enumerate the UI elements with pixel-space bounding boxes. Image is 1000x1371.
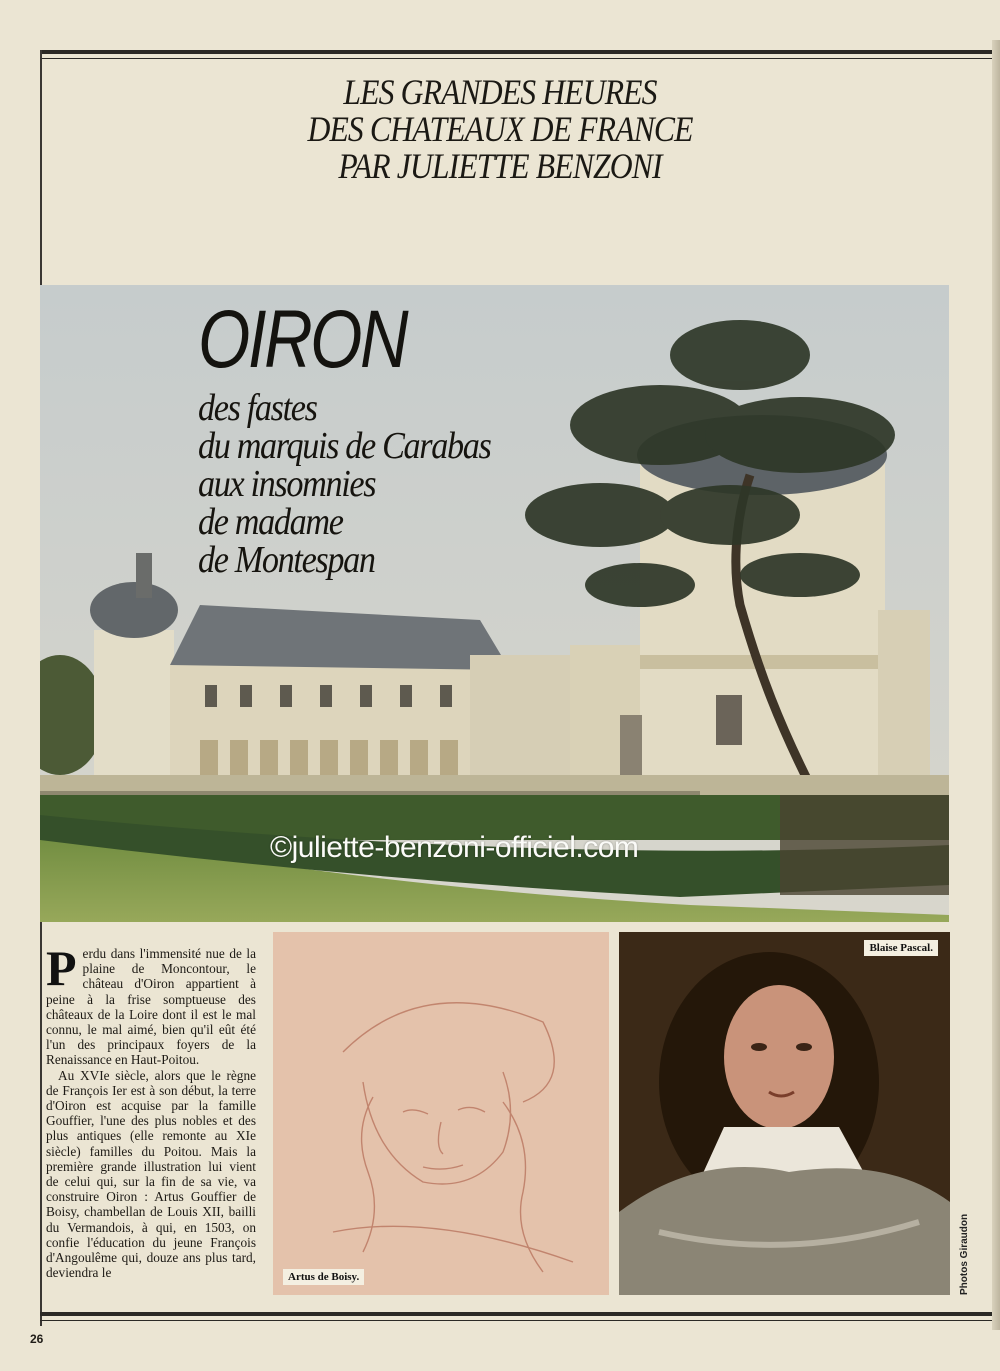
watermark: ©juliette-benzoni-officiel.com	[270, 831, 639, 864]
top-rule	[40, 50, 992, 54]
top-rule-thin	[40, 58, 992, 59]
heading-line-3: PAR JULIETTE BENZONI	[338, 146, 662, 186]
page-number: 26	[30, 1332, 44, 1346]
dropcap: P	[46, 940, 77, 996]
drawing-sketch	[273, 932, 609, 1295]
heading-line-2: DES CHATEAUX DE FRANCE	[307, 109, 693, 149]
bottom-rule-thin	[40, 1320, 992, 1321]
subtitle-line-2: du marquis de Carabas	[198, 425, 491, 467]
article-body	[46, 940, 256, 1281]
photo-credit: Photos Giraudon	[959, 1213, 970, 1295]
subtitle-line-5: de Montespan	[198, 539, 375, 581]
paragraph-1-text: erdu dans l'immensité nue de la plaine de Moncontour, le château d'Oiron appartient à peine à la frise somptueuse des châteaux de la Loire dont il est le mal connu, le mal aimé, bien qu'il eût été l'un des principaux foyers de la Renaissance en Haut-Poitou.	[46, 946, 256, 1068]
subtitle-line-4: de madame	[198, 501, 343, 543]
chateau-illustration	[40, 285, 949, 922]
portrait-painting	[619, 932, 950, 1295]
heading-line-1: LES GRANDES HEURES	[343, 72, 657, 112]
article-title: OIRON	[198, 294, 407, 385]
bottom-rule	[40, 1312, 992, 1316]
blaise-pascal-portrait	[619, 932, 950, 1295]
subtitle-line-1: des fastes	[198, 387, 317, 429]
chateau-photo	[40, 285, 949, 922]
series-heading	[200, 74, 800, 185]
paragraph-1	[46, 940, 256, 1068]
subtitle-line-3: aux insomnies	[198, 463, 376, 505]
artus-de-boisy-drawing	[273, 932, 609, 1295]
article-subtitle	[198, 389, 523, 579]
paragraph-2: Au XVIe siècle, alors que le règne de François Ier est à son début, la terre d'Oiron est acquise par la famille Gouffier, l'une des plus nobles et des plus antiques (elle remonte au XIe siècle) familles du Poitou. Mais la première grande illustration lui vient de celui qui, sur la fin de sa vie, va construire Oiron : Artus Gouffier de Boisy, chambellan de Louis XII, bailli du Vermandois, à qui, en 1503, on confie l'éducation du jeune François d'Angoulême qui, douze ans plus tard, deviendra le	[46, 1067, 256, 1281]
page-edge	[992, 40, 1000, 1330]
caption-portrait: Blaise Pascal.	[864, 940, 938, 956]
caption-drawing: Artus de Boisy.	[283, 1269, 364, 1285]
